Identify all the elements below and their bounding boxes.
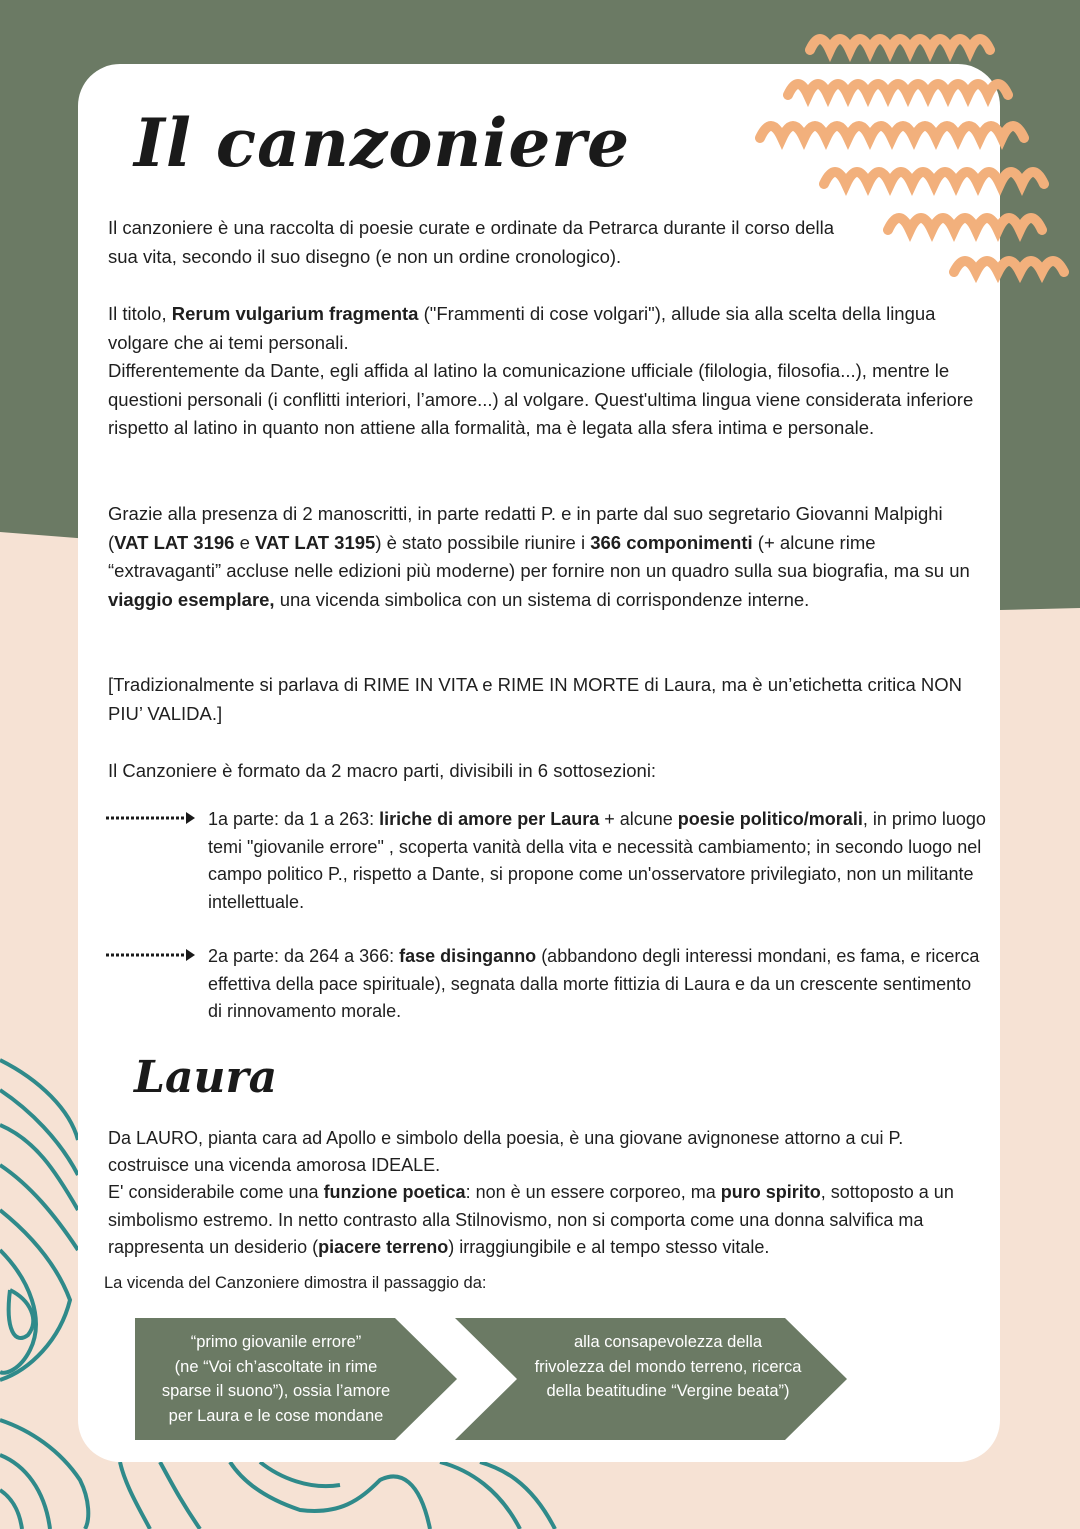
passage-intro: La vicenda del Canzoniere dimostra il passaggio da: — [104, 1274, 487, 1292]
componimenti-count: 366 componimenti — [590, 531, 753, 553]
text-span: , sottoposto a un simbolismo estremo. In netto contrasto alla Stilnovismo, non si comporta come una donna salvifica ma rappresenta un desiderio ( — [108, 1182, 954, 1257]
flow-from-text — [141, 1330, 411, 1428]
page-title: Il canzoniere — [134, 104, 631, 182]
text-span: Grazie alla presenza di 2 manoscritti, in parte redatti P. e in parte dal suo segretario Giovanni Malpighi ( — [108, 503, 943, 553]
flow-line: per Laura e le cose mondane — [168, 1406, 384, 1425]
flow-line: sparse il suono”), ossia l’amore — [161, 1382, 391, 1400]
manuscripts-paragraph — [108, 500, 988, 614]
bold-phrase: poesie politico/morali — [677, 809, 863, 829]
text-span: e — [234, 531, 256, 553]
dotted-arrow-icon — [106, 808, 196, 828]
flow-line: alla consapevolezza della — [573, 1333, 763, 1351]
bold-phrase: viaggio esemplare, — [108, 588, 275, 610]
text-span: 2a parte: da 264 a 366: — [208, 946, 400, 966]
bold-phrase: funzione poetica — [323, 1182, 466, 1203]
structure-text: Il Canzoniere è formato da 2 macro parti, divisibili in 6 sottosezioni: — [108, 760, 657, 781]
intro-paragraph — [108, 214, 868, 271]
bold-latin-title: Rerum vulgarium fragmenta — [171, 303, 419, 324]
text-span: (abbandono degli interessi mondani, es fama, e ricerca effettiva della pace spirituale), segnata dalla morte fittizia di Laura e da un crescente sentimento di rinnovamento morale. — [208, 946, 980, 1021]
text-span: , in primo luogo temi "giovanile errore" , scoperta vanità della vita e necessità cambiamento; in secondo luogo nel campo politico P., rispetto a Dante, si propone come un'osservatore privilegiato, non un militante intellettuale. — [208, 809, 986, 912]
title-paragraph — [108, 300, 988, 443]
bold-phrase: liriche di amore per Laura — [379, 809, 600, 829]
text-span: + alcune — [599, 809, 678, 829]
bold-phrase: fase disinganno — [399, 946, 537, 966]
dante-comparison-text: Differentemente da Dante, egli affida al latino la comunicazione ufficiale (filologia, filosofia...), mentre le questioni personali (i conflitti interiori, l’amore...) al volgare. Quest'ultima lingua viene considerata inferiore rispetto al latino in quanto non attiene alla formalità, ma è legata alla sfera intima e personale. — [108, 360, 974, 439]
laura-origin-text: Da LAURO, pianta cara ad Apollo e simbolo della poesia, è una giovane avignonese attorno a cui P. costruisce una vicenda amorosa IDEALE. — [108, 1128, 904, 1176]
text-span: Il titolo, — [108, 303, 172, 324]
manuscript-code: VAT LAT 3195 — [255, 531, 376, 553]
flow-to-text — [513, 1330, 823, 1404]
text-span: ) irraggiungibile e al tempo stesso vitale. — [448, 1236, 770, 1257]
bold-phrase: piacere terreno — [318, 1236, 449, 1257]
text-span: (+ alcune rime “extravaganti” accluse nelle edizioni più moderne) per fornire non un quadro sulla sua biografia, ma su un — [108, 531, 970, 582]
laura-paragraph — [108, 1125, 988, 1261]
bold-phrase: puro spirito — [720, 1182, 821, 1203]
laura-heading: Laura — [134, 1052, 278, 1103]
text-span: ("Frammenti di cose volgari"), allude sia alla scelta della lingua volgare che ai temi personali. — [108, 303, 936, 353]
tradition-text: [Tradizionalmente si parlava di RIME IN VITA e RIME IN MORTE di Laura, ma è un’etichetta critica NON PIU’ VALIDA.] — [108, 674, 963, 724]
text-span: E' considerabile come una — [108, 1182, 324, 1203]
intro-text: Il canzoniere è una raccolta di poesie curate e ordinate da Petrarca durante il corso della sua vita, secondo il suo disegno (e non un ordine cronologico). — [108, 217, 835, 267]
flow-line: della beatitudine “Vergine beata”) — [546, 1382, 790, 1400]
structure-paragraph — [108, 757, 988, 786]
flow-line: frivolezza del mondo terreno, ricerca — [534, 1357, 802, 1376]
tradition-paragraph — [108, 671, 988, 728]
text-span: ) è stato possibile riunire i — [375, 531, 591, 553]
flow-line: “primo giovanile errore” — [190, 1333, 362, 1351]
text-span: una vicenda simbolica con un sistema di corrispondenze interne. — [274, 588, 810, 610]
text-span: : non è un essere corporeo, ma — [465, 1182, 721, 1203]
dotted-arrow-icon — [106, 945, 196, 965]
manuscript-code: VAT LAT 3196 — [114, 531, 235, 553]
flow-line: (ne “Voi ch’ascoltate in rime — [174, 1357, 378, 1376]
passage-flow — [135, 1318, 855, 1440]
text-span: 1a parte: da 1 a 263: — [208, 809, 380, 829]
